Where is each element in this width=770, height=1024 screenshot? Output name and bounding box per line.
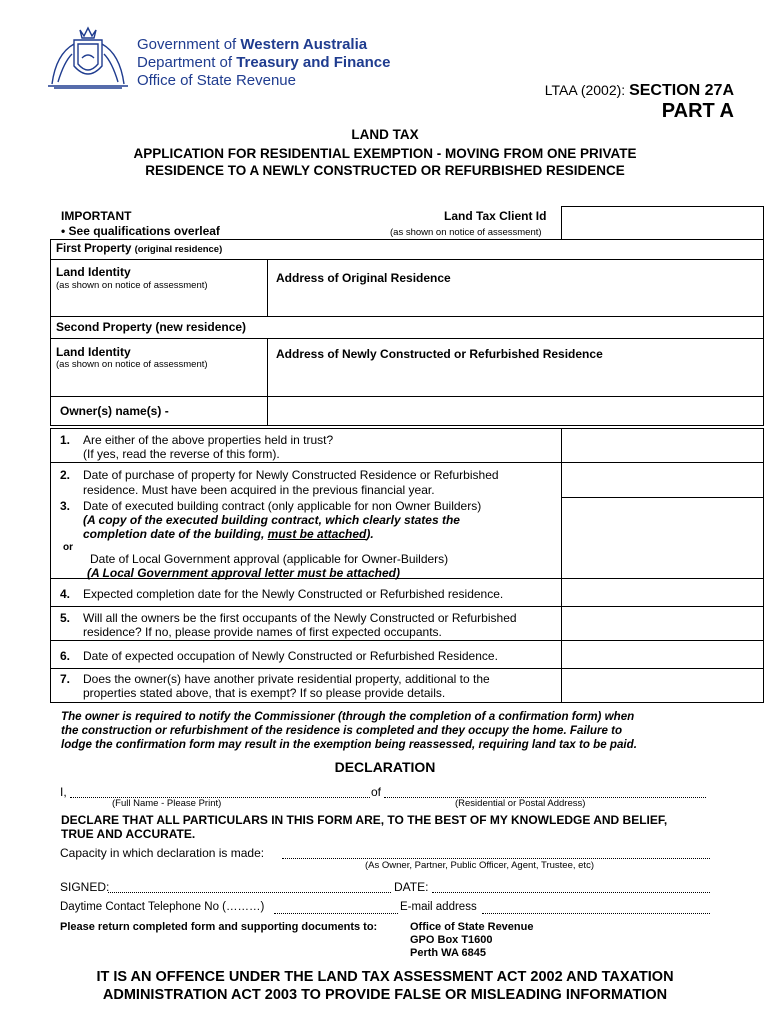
q3-line-1: Date of executed building contract (only applicable for non Owner Builders) [83, 499, 482, 513]
q7-number: 7. [60, 672, 71, 686]
org-line-2 [137, 54, 390, 71]
part-label: PART A [661, 100, 734, 122]
client-id-note: (as shown on notice of assessment) [390, 227, 542, 238]
org-line-3: Office of State Revenue [137, 72, 296, 89]
first-land-identity-field[interactable] [52, 296, 266, 314]
first-property-heading [56, 243, 222, 255]
section-reference [545, 82, 734, 100]
q1-line-2: (If yes, read the reverse of this form). [83, 447, 280, 461]
q6-line-1: Date of expected occupation of Newly Constructed or Refurbished Residence. [83, 649, 498, 663]
offence-warning-2: ADMINISTRATION ACT 2003 TO PROVIDE FALSE OR MISLEADING INFORMATION [102, 987, 668, 1003]
declare-line-1: DECLARE THAT ALL PARTICULARS IN THIS FORM ARE, TO THE BEST OF MY KNOWLEDGE AND BELIEF, [61, 813, 668, 827]
q1-answer-field[interactable] [565, 430, 761, 460]
q3-must-attach-2: must be attached [297, 566, 396, 580]
q3-line-2: (A copy of the executed building contract, which clearly states the [83, 513, 460, 527]
new-address-label: Address of Newly Constructed or Refurbished Residence [276, 347, 603, 361]
q1-number: 1. [60, 433, 71, 447]
q5-number: 5. [60, 611, 71, 625]
q3-line-5-end: ) [395, 566, 400, 580]
q5-answer-field[interactable] [565, 609, 761, 639]
second-property-heading: Second Property (new residence) [56, 320, 247, 334]
q3-answer-field[interactable] [565, 500, 761, 574]
first-land-identity-label: Land Identity [56, 265, 131, 279]
return-address-1: Office of State Revenue [410, 921, 534, 933]
client-id-field[interactable] [563, 208, 761, 238]
qualifications-note: • See qualifications overleaf [61, 224, 220, 238]
q2-line-2: residence. Must have been acquired in the previous financial year. [83, 483, 435, 497]
signed-label: SIGNED: [60, 880, 110, 894]
crest-logo [44, 22, 132, 92]
date-field[interactable] [432, 892, 710, 893]
second-land-identity-note: (as shown on notice of assessment) [56, 359, 208, 370]
first-property-note: (original residence) [134, 244, 223, 255]
org-department-text: Department of [137, 54, 237, 71]
q3-line-5-text: (A Local Government approval letter [87, 566, 298, 580]
of-label: of [371, 785, 382, 799]
first-land-identity-note: (as shown on notice of assessment) [56, 280, 208, 291]
q4-number: 4. [60, 587, 71, 601]
q3-must-attach-1: must be attached [267, 527, 367, 541]
q1-line-1: Are either of the above properties held in trust? [83, 433, 334, 447]
offence-warning-1: IT IS AN OFFENCE UNDER THE LAND TAX ASSESSMENT ACT 2002 AND TAXATION [96, 969, 674, 985]
q4-answer-field[interactable] [565, 581, 761, 605]
email-field[interactable] [482, 913, 710, 914]
q3-line-4: Date of Local Government approval (applicable for Owner-Builders) [90, 552, 449, 566]
declaration-heading: DECLARATION [334, 759, 436, 775]
capacity-field[interactable] [282, 858, 710, 859]
q3-line-5 [87, 566, 400, 580]
phone-label: Daytime Contact Telephone No (………) [60, 901, 265, 913]
q7-answer-field[interactable] [565, 671, 761, 701]
q3-number: 3. [60, 499, 71, 513]
act-reference: LTAA (2002): [544, 82, 630, 98]
client-id-label: Land Tax Client Id [444, 209, 547, 223]
org-line-1 [137, 36, 367, 53]
owner-names-field[interactable] [270, 398, 760, 424]
phone-field[interactable] [274, 913, 398, 914]
capacity-label: Capacity in which declaration is made: [60, 846, 265, 860]
notice-line-3: lodge the confirmation form may result in the exemption being reassessed, requiring land tax to be paid. [61, 738, 637, 751]
return-address-3: Perth WA 6845 [410, 947, 487, 959]
declare-line-2: TRUE AND ACCURATE. [61, 827, 196, 841]
q7-line-2: properties stated above, that is exempt? If so please provide details. [83, 686, 446, 700]
second-land-identity-field[interactable] [52, 374, 266, 394]
email-label: E-mail address [400, 901, 477, 913]
q2-line-1: Date of purchase of property for Newly Constructed Residence or Refurbished [83, 468, 499, 482]
signature-field[interactable] [108, 892, 391, 893]
form-subtitle-1: APPLICATION FOR RESIDENTIAL EXEMPTION - MOVING FROM ONE PRIVATE [133, 146, 637, 161]
second-land-identity-label: Land Identity [56, 345, 131, 359]
declarant-prefix: I, [60, 785, 67, 799]
full-name-caption: (Full Name - Please Print) [112, 798, 222, 809]
q5-line-1: Will all the owners be the first occupants of the Newly Constructed or Refurbished [83, 611, 517, 625]
q5-line-2: residence? If no, please provide names of first expected occupants. [83, 625, 442, 639]
form-title: LAND TAX [351, 127, 419, 142]
important-label: IMPORTANT [61, 209, 132, 223]
org-state-text: Western Australia [240, 36, 368, 53]
q3-line-3 [83, 527, 374, 541]
notice-line-1: The owner is required to notify the Commissioner (through the completion of a confirmation form) when [61, 710, 635, 723]
capacity-caption: (As Owner, Partner, Public Officer, Agent, Trustee, etc) [365, 860, 594, 871]
owner-names-label: Owner(s) name(s) - [60, 404, 169, 418]
section-number: SECTION 27A [629, 82, 734, 99]
notice-line-2: the construction or refurbishment of the residence is completed and they occupy the home. Failure to [61, 724, 623, 737]
org-treasury-text: Treasury and Finance [236, 54, 391, 71]
q6-answer-field[interactable] [565, 643, 761, 667]
first-property-title: First Property [56, 243, 132, 255]
original-address-field[interactable] [270, 287, 760, 314]
q6-number: 6. [60, 649, 71, 663]
q3-line-3-text: completion date of the building, [83, 527, 268, 541]
date-label: DATE: [394, 880, 429, 894]
q3-or: or [63, 542, 73, 553]
q3-line-3-end: ). [366, 527, 374, 541]
address-caption: (Residential or Postal Address) [455, 798, 586, 809]
return-label: Please return completed form and supporting documents to: [60, 921, 378, 933]
original-address-label: Address of Original Residence [276, 271, 451, 285]
q7-line-1: Does the owner(s) have another private residential property, additional to the [83, 672, 490, 686]
org-government-text: Government of [137, 36, 241, 53]
q4-line-1: Expected completion date for the Newly Constructed or Refurbished residence. [83, 587, 504, 601]
q2-number: 2. [60, 468, 71, 482]
new-address-field[interactable] [270, 364, 760, 394]
q2-answer-field[interactable] [565, 465, 761, 495]
form-subtitle-2: RESIDENCE TO A NEWLY CONSTRUCTED OR REFURBISHED RESIDENCE [145, 163, 625, 178]
return-address-2: GPO Box T1600 [410, 934, 493, 946]
